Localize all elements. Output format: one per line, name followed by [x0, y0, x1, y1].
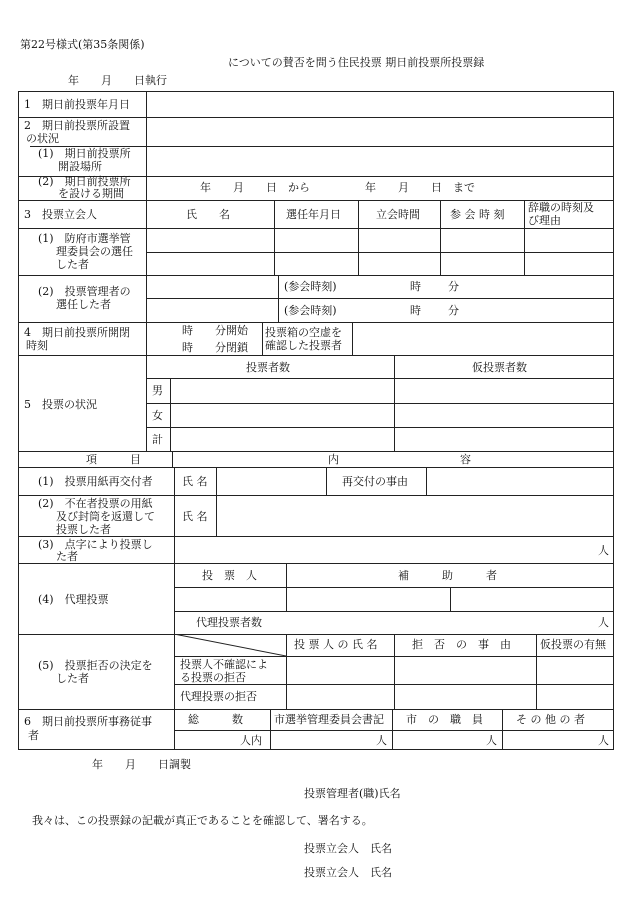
s3-sub1-2: 理委員会の選任 [56, 245, 133, 258]
s3-sub2: (2) 投票管理者の [38, 285, 131, 298]
s5-row-male: 男 [152, 384, 163, 397]
s6-others: そ の 他 の 者 [516, 713, 585, 726]
s4-box-2: 確認した投票者 [265, 339, 342, 352]
s6-label: 6 期日前投票所事務従事 [24, 715, 152, 728]
s3-col-appointed: 選任年月日 [286, 208, 341, 221]
item5-label-2: した者 [56, 672, 89, 685]
s6-others-unit: 人 [598, 734, 609, 747]
s3-col-resign-2: び理由 [528, 214, 561, 227]
s4-box: 投票箱の空虚を [265, 326, 342, 339]
item2-label-2: 及び封筒を返還して [56, 510, 155, 523]
item1-label: (1) 投票用紙再交付者 [38, 475, 153, 488]
item2-name: 氏 名 [182, 510, 208, 523]
item4-proxy-count: 代理投票者数 [196, 616, 262, 629]
s4-open: 時 分開始 [182, 324, 248, 337]
made-date: 年 月 日調製 [92, 758, 191, 771]
manager-signature: 投票管理者(職)氏名 [304, 787, 401, 800]
s3-sub1-3: した者 [56, 258, 89, 271]
s5-row-female: 女 [152, 409, 163, 422]
document-title: についての賛否を問う住民投票 期日前投票所投票録 [228, 56, 485, 69]
s6-total: 総 数 [188, 713, 243, 726]
item5-row1-2: る投票の拒否 [180, 671, 246, 684]
item1-name: 氏 名 [182, 475, 208, 488]
item5-row1: 投票人不確認によ [180, 658, 268, 671]
item3-label-2: た者 [56, 550, 78, 563]
s6-label-2: 者 [28, 729, 39, 742]
s3-col-resign: 辞職の時刻及 [528, 201, 594, 214]
s5-voters: 投票者数 [246, 361, 290, 374]
s3-col-attend: 参 会 時 刻 [450, 208, 505, 221]
s4-label-2: 時刻 [26, 339, 48, 352]
item3-label: (3) 点字により投票し [38, 538, 153, 551]
statement: 我々は、この投票録の記載が真正であることを確認して、署名する。 [32, 814, 373, 827]
witness-signature-1: 投票立会人 氏名 [304, 842, 392, 855]
s2-sub2-2: を設ける期間 [58, 187, 124, 200]
s6-staff: 市 の 職 員 [406, 713, 483, 726]
s3-sub2-2: 選任した者 [56, 298, 111, 311]
s6-clerk-unit: 人 [376, 734, 387, 747]
form-number: 第22号様式(第35条関係) [20, 38, 145, 51]
item4-assistant: 補 助 者 [398, 569, 497, 582]
s2-sub1-2: 開設場所 [58, 160, 102, 173]
item5-col-name: 投 票 人 の 氏 名 [294, 638, 378, 651]
items-col-item: 項 目 [86, 453, 141, 466]
s3-sub1: (1) 防府市選挙管 [38, 232, 131, 245]
item3-unit: 人 [598, 544, 609, 557]
s2-sub1: (1) 期日前投票所 [38, 147, 131, 160]
s5-row-total: 計 [152, 433, 163, 446]
item4-label: (4) 代理投票 [38, 593, 109, 606]
item4-voter: 投 票 人 [202, 569, 257, 582]
item5-col-reason: 拒 否 の 事 由 [412, 638, 511, 651]
s3-col-name: 氏 名 [186, 208, 230, 221]
s2-sub2: (2) 期日前投票所 [38, 175, 131, 188]
s1-label: 1 期日前投票年月日 [24, 98, 130, 111]
items-col-content: 内 容 [328, 453, 471, 466]
item5-label: (5) 投票拒否の決定を [38, 659, 153, 672]
s5-provisional: 仮投票者数 [472, 361, 527, 374]
witness-signature-2: 投票立会人 氏名 [304, 866, 392, 879]
s6-total-unit: 人内 [240, 734, 262, 747]
s4-label: 4 期日前投票所開閉 [24, 326, 130, 339]
s4-close: 時 分閉鎖 [182, 341, 248, 354]
s5-label: 5 投票の状況 [24, 398, 97, 411]
item1-reason: 再交付の事由 [342, 475, 408, 488]
attend-minute-1: 分 [448, 280, 459, 293]
item5-col-provisional: 仮投票の有無 [540, 638, 606, 651]
s2-label-2: の状況 [26, 132, 59, 145]
s6-staff-unit: 人 [486, 734, 497, 747]
s2-label: 2 期日前投票所設置 [24, 119, 130, 132]
item2-label: (2) 不在者投票の用紙 [38, 497, 153, 510]
s3-label: 3 投票立会人 [24, 208, 97, 221]
diagonal-divider [174, 634, 286, 656]
item4-unit: 人 [598, 616, 609, 629]
s2-period: 年 月 日 から 年 月 日 まで [200, 181, 475, 194]
attend-time-label-1: (参会時刻) [284, 280, 337, 293]
item5-row2: 代理投票の拒否 [180, 690, 257, 703]
s3-col-time: 立会時間 [376, 208, 420, 221]
attend-time-label-2: (参会時刻) [284, 304, 337, 317]
item2-label-3: 投票した者 [56, 523, 111, 536]
execution-date: 年 月 日執行 [68, 74, 167, 87]
attend-minute-2: 分 [448, 304, 459, 317]
s6-clerk: 市選挙管理委員会書記 [274, 713, 384, 726]
attend-hour-1: 時 [410, 280, 421, 293]
attend-hour-2: 時 [410, 304, 421, 317]
